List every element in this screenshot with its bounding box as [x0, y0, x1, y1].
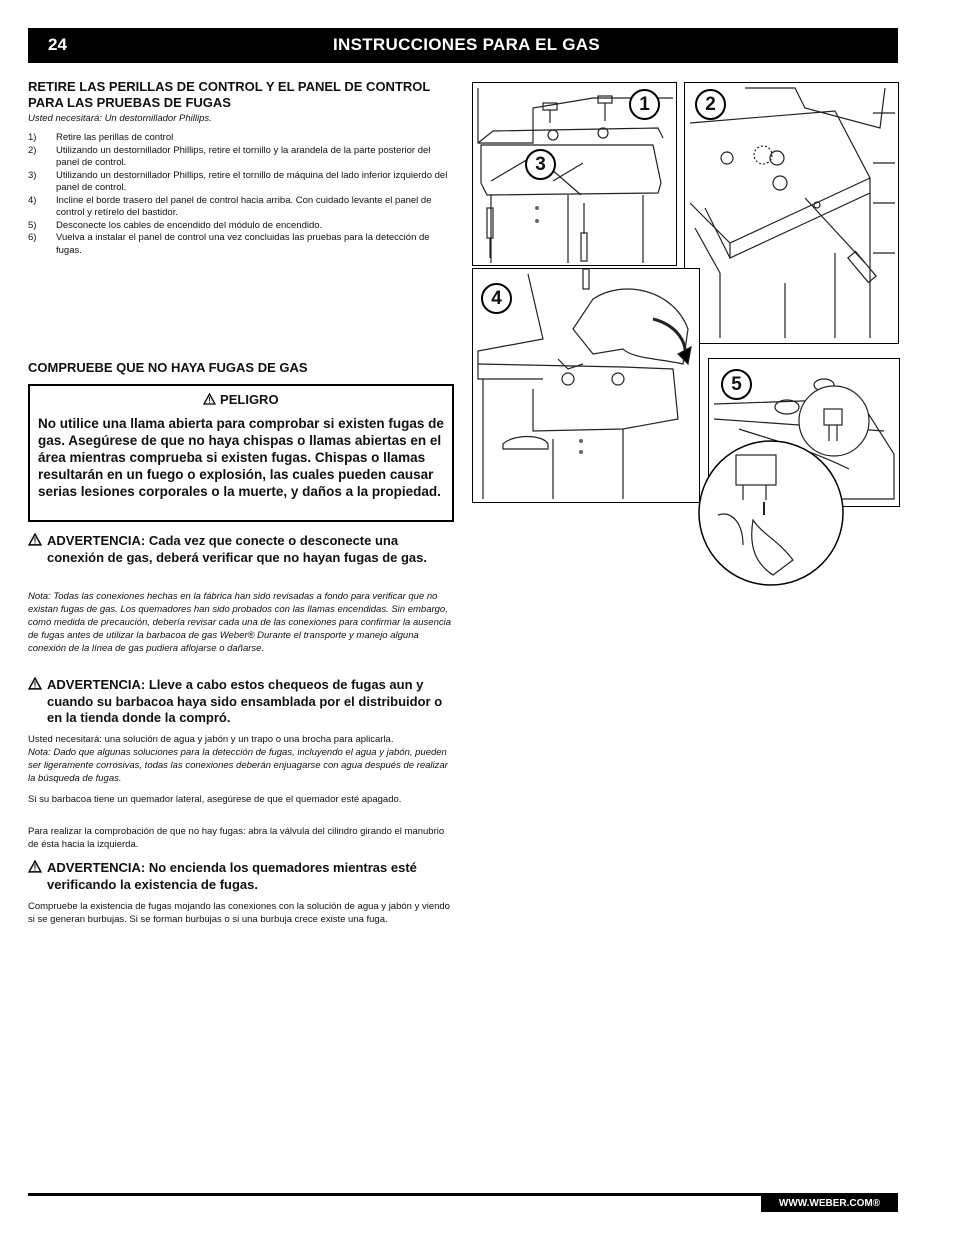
note-corrosive: Nota: Dado que algunas soluciones para la detección de fugas, incluyendo el agua y jabón, pueden ser ligeramente corrosivas, todas las conexiones deberán enjuagarse con agua después de realizar la búsqueda de fugas. — [28, 747, 448, 784]
figure-badge-1: 1 — [629, 89, 660, 120]
warning-triangle-icon — [203, 393, 216, 405]
page-title: INSTRUCCIONES PARA EL GAS — [333, 35, 600, 54]
figure-lift-panel — [472, 268, 700, 503]
list-item: 2) Utilizando un destornillador Phillips, retire el tornillo y la arandela de la parte posterior del panel de control. — [28, 144, 431, 168]
list-item: 3) Utilizando un destornillador Phillips, retire el tornillo de máquina del lado inferior izquierdo del panel de control. — [28, 169, 448, 193]
list-item: 4) Incline el borde trasero del panel de control hacia arriba. Con cuidado levante el panel de control y retírelo del bastidor. — [28, 194, 432, 218]
danger-title: PELIGRO — [30, 392, 452, 407]
figure-badge-2: 2 — [695, 89, 726, 120]
figure-remove-knobs — [472, 82, 677, 266]
warning-triangle-icon — [28, 860, 42, 873]
steps-list — [28, 132, 454, 257]
magnifier-detail — [698, 440, 848, 590]
page-header — [28, 28, 898, 63]
figure-badge-4: 4 — [481, 283, 512, 314]
warning-3: ADVERTENCIA: No encienda los quemadores mientras esté verificando la existencia de fugas. — [28, 860, 454, 893]
page-number: 24 — [48, 35, 67, 54]
procedure-text: Para realizar la comprobación de que no hay fugas: abra la válvula del cilindro girando el manubrio de ésta hacia la izquierda. — [28, 826, 445, 850]
list-item: 1) Retire las perillas de control — [28, 132, 174, 143]
figure-remove-screw — [684, 82, 899, 344]
grill-illustration-2 — [685, 83, 898, 343]
footer-url: WWW.WEBER.COM® — [761, 1195, 898, 1212]
list-item: 6) Vuelva a instalar el panel de control una vez concluidas las pruebas para la detección de fugas. — [28, 232, 430, 256]
side-burner-text: Si su barbacoa tiene un quemador lateral, asegúrese de que el quemador esté apagado. — [28, 794, 402, 805]
tools-needed: Usted necesitará: Un destornillador Phillips. — [28, 113, 212, 124]
figure-badge-5: 5 — [721, 369, 752, 400]
warning-triangle-icon — [28, 533, 42, 546]
note-factory: Nota: Todas las conexiones hechas en la fábrica han sido revisadas a fondo para verificar que no existan fugas de gas. Los quemadores han sido probados con las llamas encendidas. Sin embargo, como medida de precaución, debería revisar cada una de las conexiones para confirmar la ausencia de fugas antes de utilizar la barbacoa de gas Weber® Durante el transporte y manejo alguna conexión de la línea de gas pudiera aflojarse o dañarse. — [28, 591, 451, 654]
danger-text: No utilice una llama abierta para comprobar si existen fugas de gas. Asegúrese de que no haya chispas o llamas abiertas en el área mientras comprueba si existen fugas. Chispas o llamas resultarán en un fuego o explosión, las cuales pueden causar serias lesiones corporales o la muerte, y daños a la propiedad. — [38, 416, 444, 499]
danger-box — [28, 384, 454, 522]
section-remove-controls — [28, 79, 454, 257]
section-heading: RETIRE LAS PERILLAS DE CONTROL Y EL PANEL DE CONTROL PARA LAS PRUEBAS DE FUGAS — [28, 79, 431, 110]
list-item: 5) Desconecte los cables de encendido del módulo de encendido. — [28, 219, 323, 231]
needed-text: Usted necesitará: una solución de agua y jabón y un trapo o una brocha para aplicarla. — [28, 734, 394, 745]
check-text: Compruebe la existencia de fugas mojando las conexiones con la solución de agua y jabón y viendo si se generan burbujas. Si se forman burbujas o si una burbuja crece existe una fuga. — [28, 901, 450, 925]
warning-triangle-icon — [28, 677, 42, 690]
warning-1: ADVERTENCIA: Cada vez que conecte o desconecte una conexión de gas, deberá verificar que no hayan fugas de gas. — [28, 533, 454, 566]
section-heading-leaks: COMPRUEBE QUE NO HAYA FUGAS DE GAS — [28, 360, 308, 375]
warning-2: ADVERTENCIA: Lleve a cabo estos chequeos de fugas aun y cuando su barbacoa haya sido ensamblada por el distribuidor o en la tienda donde la compró. — [28, 677, 454, 727]
figure-badge-3: 3 — [525, 149, 556, 180]
